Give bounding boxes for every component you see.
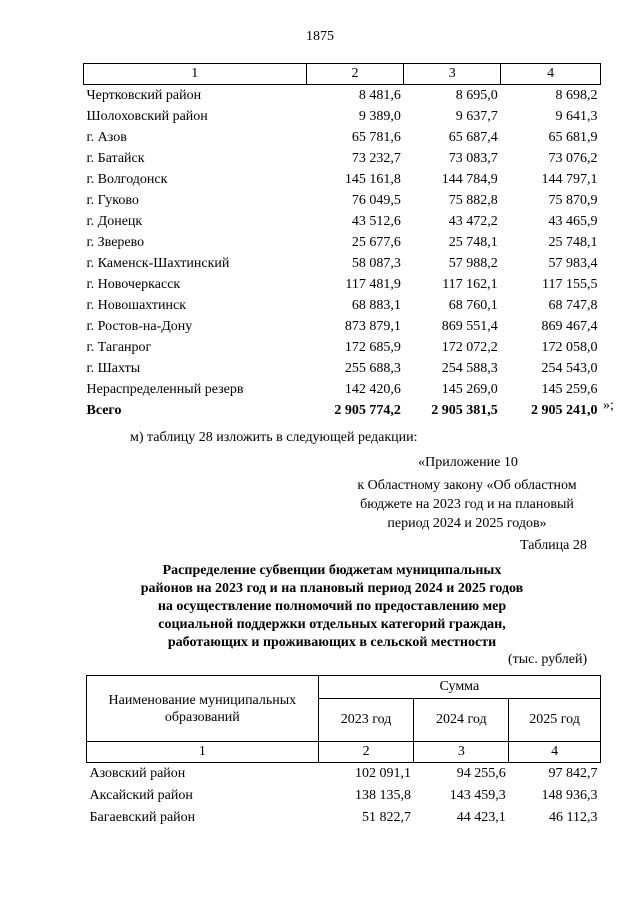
year-header: 2025 год [509, 699, 601, 742]
table-row [84, 274, 601, 295]
value-cell: 65 687,4 [448, 130, 498, 145]
name-header-line: образований [164, 709, 240, 725]
table-row [84, 316, 601, 337]
table-header-row [87, 676, 601, 699]
value-cell: 869 551,4 [441, 319, 498, 334]
name-cell: г. Ростов-на-Дону [86, 319, 193, 334]
name-cell: Багаевский район [89, 810, 196, 825]
value-cell: 138 135,8 [354, 788, 411, 803]
value-cell: 143 459,3 [449, 788, 506, 803]
name-cell: г. Зверево [86, 235, 145, 250]
table-row [87, 763, 601, 786]
value-cell: 254 588,3 [441, 361, 498, 376]
table-numbering-row [87, 742, 601, 763]
value-cell: 869 467,4 [541, 319, 598, 334]
value-cell: 172 685,9 [344, 340, 401, 355]
value-cell: 73 232,7 [351, 151, 401, 166]
value-cell: 51 822,7 [361, 810, 411, 825]
value-cell: 117 162,1 [442, 277, 498, 292]
value-cell: 142 420,6 [344, 382, 401, 397]
appendix-subtitle-line: к Областному закону «Об областном [357, 478, 577, 493]
heading-line: районов на 2023 год и на плановый период 2024 и 2025 годов [140, 581, 524, 596]
table-row [84, 358, 601, 379]
table-row [84, 106, 601, 127]
value-cell: 102 091,1 [354, 766, 411, 781]
value-cell: 8 698,2 [555, 88, 598, 103]
value-cell: 145 161,8 [344, 172, 401, 187]
column-number: 4 [501, 64, 601, 85]
value-cell: 25 748,1 [448, 235, 498, 250]
table-label: Таблица 28 [520, 538, 587, 553]
value-cell: 8 695,0 [455, 88, 498, 103]
value-cell: 73 083,7 [448, 151, 498, 166]
value-cell: 145 269,0 [441, 382, 498, 397]
value-cell: 43 512,6 [351, 214, 401, 229]
appendix-subtitle-line: период 2024 и 2025 годов» [387, 516, 547, 531]
value-cell: 2 905 381,5 [431, 403, 498, 418]
heading-line: Распределение субвенции бюджетам муниципальных [162, 563, 502, 578]
value-cell: 117 481,9 [345, 277, 401, 292]
column-number: 1 [87, 742, 319, 763]
budget-table-continued [83, 63, 601, 421]
name-cell: Нераспределенный резерв [86, 382, 244, 397]
table-heading [120, 562, 544, 652]
name-cell: г. Волгодонск [86, 172, 168, 187]
value-cell: 58 087,3 [351, 256, 401, 271]
table-numbering-row [84, 64, 601, 85]
value-cell: 2 905 774,2 [334, 403, 401, 418]
name-header-line: Наименование муниципальных [108, 692, 297, 708]
year-header: 2023 год [318, 699, 414, 742]
value-cell: 73 076,2 [548, 151, 598, 166]
value-cell: 65 781,6 [351, 130, 401, 145]
value-cell: 25 748,1 [548, 235, 598, 250]
table-row [84, 190, 601, 211]
value-cell: 76 049,5 [351, 193, 401, 208]
name-cell: Азовский район [89, 766, 186, 781]
table-row [84, 232, 601, 253]
value-cell: 9 637,7 [455, 109, 498, 124]
value-cell: 144 797,1 [541, 172, 598, 187]
table-row [84, 85, 601, 107]
name-column-header [87, 676, 319, 742]
value-cell: 46 112,3 [549, 810, 598, 825]
value-cell: 25 677,6 [351, 235, 401, 250]
name-cell: Чертковский район [86, 88, 202, 103]
table-row [84, 169, 601, 190]
value-cell: 172 072,2 [441, 340, 498, 355]
value-cell: 255 688,3 [344, 361, 401, 376]
name-cell: Всего [86, 403, 122, 418]
amendment-instruction: м) таблицу 28 изложить в следующей редакции: [130, 430, 418, 445]
table-row [84, 148, 601, 169]
value-cell: 254 543,0 [541, 361, 598, 376]
name-cell: г. Батайск [86, 151, 145, 166]
value-cell: 172 058,0 [541, 340, 598, 355]
value-cell: 75 870,9 [548, 193, 598, 208]
column-number: 2 [318, 742, 414, 763]
value-cell: 57 988,2 [448, 256, 498, 271]
appendix-title: «Приложение 10 [418, 455, 518, 470]
table-row [84, 295, 601, 316]
value-cell: 57 983,4 [548, 256, 598, 271]
value-cell: 44 423,1 [456, 810, 506, 825]
column-number: 4 [509, 742, 601, 763]
table-row [87, 785, 601, 807]
value-cell: 43 465,9 [548, 214, 598, 229]
column-number: 1 [84, 64, 307, 85]
value-cell: 2 905 241,0 [531, 403, 598, 418]
value-cell: 75 882,8 [448, 193, 498, 208]
appendix-subtitle [335, 476, 599, 533]
sum-header: Сумма [318, 676, 600, 699]
column-number: 3 [404, 64, 501, 85]
value-cell: 65 681,9 [548, 130, 598, 145]
table-row [84, 337, 601, 358]
value-cell: 145 259,6 [541, 382, 598, 397]
table-row [84, 127, 601, 148]
heading-line: социальной поддержки отдельных категорий граждан, [158, 617, 506, 632]
name-cell: г. Азов [86, 130, 127, 145]
year-header: 2024 год [414, 699, 509, 742]
value-cell: 68 883,1 [351, 298, 401, 313]
name-cell: Шолоховский район [86, 109, 208, 124]
name-cell: г. Донецк [86, 214, 143, 229]
value-cell: 68 747,8 [548, 298, 598, 313]
name-cell: Аксайский район [89, 788, 193, 803]
value-cell: 9 641,3 [555, 109, 598, 124]
value-cell: 68 760,1 [448, 298, 498, 313]
value-cell: 144 784,9 [441, 172, 498, 187]
page-number: 1875 [306, 29, 334, 44]
value-cell: 8 481,6 [358, 88, 401, 103]
name-cell: г. Каменск-Шахтинский [86, 256, 230, 271]
table-row [84, 379, 601, 400]
subvention-table [86, 675, 601, 829]
value-cell: 117 155,5 [542, 277, 598, 292]
table-closing-quote: »; [603, 398, 614, 413]
units-label: (тыс. рублей) [508, 652, 588, 667]
name-cell: г. Новошахтинск [86, 298, 187, 313]
name-cell: г. Гуково [86, 193, 139, 208]
heading-line: на осуществление полномочий по предоставлению мер [157, 599, 507, 614]
table-row [84, 253, 601, 274]
name-cell: г. Таганрог [86, 340, 152, 355]
table-row [87, 807, 601, 829]
value-cell: 43 472,2 [448, 214, 498, 229]
name-cell: г. Новочеркасск [86, 277, 181, 292]
value-cell: 97 842,7 [548, 766, 598, 781]
total-row [84, 400, 601, 421]
column-number: 2 [306, 64, 404, 85]
table-row [84, 211, 601, 232]
heading-line: работающих и проживающих в сельской местности [167, 635, 497, 650]
column-number: 3 [414, 742, 509, 763]
value-cell: 148 936,3 [541, 788, 598, 803]
name-cell: г. Шахты [86, 361, 141, 376]
value-cell: 9 389,0 [358, 109, 401, 124]
value-cell: 94 255,6 [456, 766, 506, 781]
value-cell: 873 879,1 [344, 319, 401, 334]
appendix-subtitle-line: бюджете на 2023 год и на плановый [360, 497, 574, 512]
